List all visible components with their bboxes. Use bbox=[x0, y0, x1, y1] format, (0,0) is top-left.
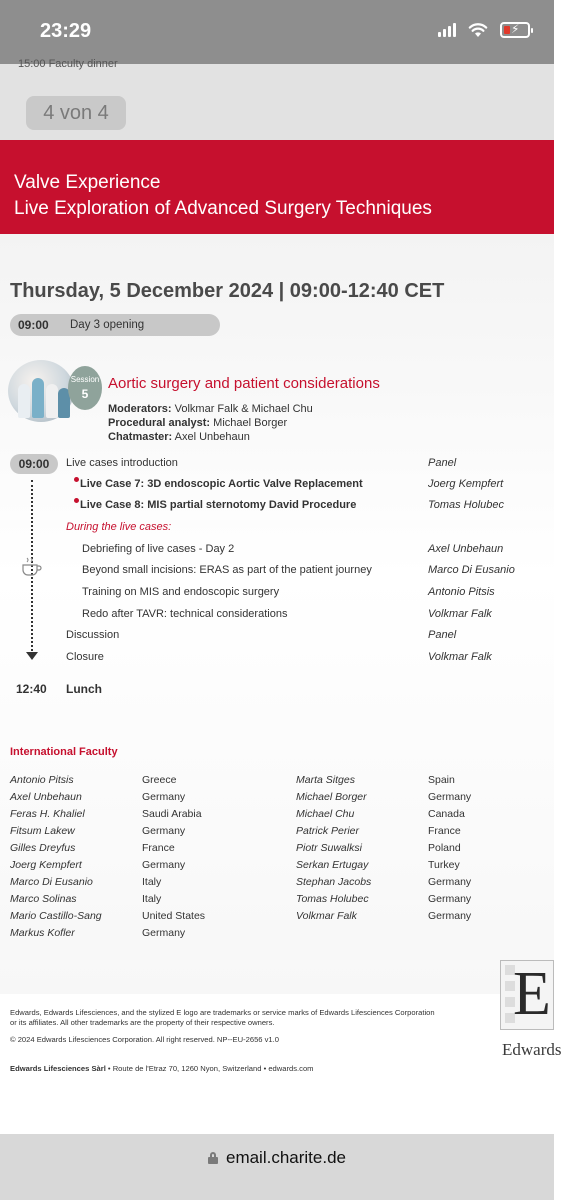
live-case-marker-icon bbox=[74, 498, 79, 503]
trademark-line-1: Edwards, Edwards Lifesciences, and the stylized E logo are trademarks or service marks of Edwards Lifesciences Corporation bbox=[10, 1008, 435, 1017]
live-case-marker-icon bbox=[74, 477, 79, 482]
logo-wordmark: Edwards bbox=[502, 1040, 561, 1059]
program-start-time: 09:00 bbox=[10, 454, 58, 474]
document-top-area bbox=[0, 58, 554, 140]
status-bar bbox=[0, 0, 554, 64]
session-number: 5 bbox=[81, 387, 89, 401]
logo-letter: E bbox=[513, 960, 551, 1028]
program-item: Beyond small incisions: ERAS as part of the patient journey bbox=[82, 564, 372, 576]
program-item: Debriefing of live cases - Day 2 bbox=[82, 543, 235, 555]
session-title: Aortic surgery and patient considerations bbox=[108, 375, 380, 392]
program-item: Live Case 8: MIS partial sternotomy David Procedure bbox=[80, 499, 357, 511]
faculty-name: Antonio Pitsis bbox=[10, 774, 74, 786]
url-text: email.charite.de bbox=[225, 1148, 346, 1167]
faculty-country: Germany bbox=[428, 910, 472, 922]
program-item: Closure bbox=[66, 651, 104, 663]
lunch-label: Lunch bbox=[66, 682, 102, 696]
faculty-name: Axel Unbehaun bbox=[10, 791, 82, 803]
program-speaker: Panel bbox=[428, 629, 457, 641]
faculty-name: Gilles Dreyfus bbox=[10, 842, 76, 854]
faculty-name: Mario Castillo-Sang bbox=[10, 910, 102, 922]
faculty-name: Michael Borger bbox=[296, 791, 367, 803]
day-opening-bar bbox=[10, 314, 220, 336]
program-speaker: Marco Di Eusanio bbox=[428, 564, 515, 576]
session-badge bbox=[68, 366, 102, 410]
program-speaker: Tomas Holubec bbox=[428, 499, 505, 511]
program-speaker: Panel bbox=[428, 457, 457, 469]
banner-subtitle: Live Exploration of Advanced Surgery Techniques bbox=[14, 198, 432, 219]
faculty-country: Turkey bbox=[428, 859, 460, 871]
faculty-name: Volkmar Falk bbox=[296, 910, 357, 922]
opening-time: 09:00 bbox=[18, 318, 49, 332]
program-speaker: Volkmar Falk bbox=[428, 608, 492, 620]
faculty-name: Joerg Kempfert bbox=[10, 859, 82, 871]
moderators-line: Moderators: Volkmar Falk & Michael Chu bbox=[108, 403, 313, 415]
page-indicator: 4 von 4 bbox=[26, 96, 126, 130]
faculty-country: United States bbox=[142, 910, 206, 922]
faculty-name: Markus Kofler bbox=[10, 927, 75, 939]
program-speaker: Joerg Kempfert bbox=[428, 478, 504, 490]
edwards-logo-icon bbox=[500, 960, 554, 1030]
lunch-time: 12:40 bbox=[16, 682, 47, 696]
analyst-line: Procedural analyst: Michael Borger bbox=[108, 417, 288, 429]
faculty-name: Fitsum Lakew bbox=[10, 825, 75, 837]
program-item: Live cases introduction bbox=[66, 457, 178, 469]
status-time: 23:29 bbox=[40, 20, 92, 42]
coffee-cup-icon bbox=[20, 556, 42, 578]
program-item: Redo after TAVR: technical considerations bbox=[82, 608, 288, 620]
program-speaker: Volkmar Falk bbox=[428, 651, 492, 663]
faculty-name: Marco Solinas bbox=[10, 893, 77, 905]
banner-title: Valve Experience bbox=[14, 172, 161, 193]
faculty-country: Poland bbox=[428, 842, 461, 854]
faculty-country: Germany bbox=[428, 893, 472, 905]
company-address: Edwards Lifesciences Sàrl • Route de l'Etraz 70, 1260 Nyon, Switzerland • edwards.com bbox=[10, 1064, 314, 1073]
session-badge-label: Session bbox=[70, 375, 100, 384]
faculty-country: Germany bbox=[142, 825, 186, 837]
wifi-icon bbox=[468, 22, 488, 38]
faculty-country: Germany bbox=[428, 876, 472, 888]
browser-url-bar[interactable] bbox=[0, 1134, 554, 1200]
faculty-name: Feras H. Khaliel bbox=[10, 808, 85, 820]
lock-icon bbox=[208, 1152, 218, 1164]
faculty-name: Stephan Jacobs bbox=[296, 876, 372, 888]
previous-page-cut-text: 15:00 Faculty dinner bbox=[18, 58, 118, 70]
faculty-name: Marco Di Eusanio bbox=[10, 876, 93, 888]
program-speaker: Antonio Pitsis bbox=[428, 586, 495, 598]
copyright-line: © 2024 Edwards Lifesciences Corporation. All right reserved. NP--EU-2656 v1.0 bbox=[10, 1035, 279, 1044]
opening-label: Day 3 opening bbox=[70, 319, 145, 331]
faculty-name: Marta Sitges bbox=[296, 774, 355, 786]
event-banner bbox=[0, 140, 554, 234]
faculty-name: Serkan Ertugay bbox=[296, 859, 369, 871]
faculty-country: Saudi Arabia bbox=[142, 808, 202, 820]
faculty-country: Canada bbox=[428, 808, 465, 820]
faculty-heading: International Faculty bbox=[10, 746, 118, 758]
faculty-country: Germany bbox=[142, 927, 186, 939]
status-icons bbox=[438, 22, 530, 38]
session-photo bbox=[8, 360, 74, 422]
program-item: Live Case 7: 3D endoscopic Aortic Valve Replacement bbox=[80, 478, 363, 490]
cellular-signal-icon bbox=[438, 23, 456, 37]
faculty-country: Greece bbox=[142, 774, 177, 786]
day-heading: Thursday, 5 December 2024 | 09:00-12:40 CET bbox=[10, 280, 445, 302]
faculty-country: Germany bbox=[428, 791, 472, 803]
program-speaker: Axel Unbehaun bbox=[428, 543, 504, 555]
faculty-country: France bbox=[428, 825, 461, 837]
program-item: Training on MIS and endoscopic surgery bbox=[82, 586, 280, 598]
battery-icon: ⚡ bbox=[500, 22, 530, 38]
faculty-name: Patrick Perier bbox=[296, 825, 360, 837]
faculty-country: Spain bbox=[428, 774, 455, 786]
faculty-name: Piotr Suwalksi bbox=[296, 842, 362, 854]
url-display[interactable] bbox=[0, 1148, 554, 1168]
faculty-country: Germany bbox=[142, 791, 186, 803]
faculty-country: France bbox=[142, 842, 175, 854]
faculty-country: Italy bbox=[142, 893, 162, 905]
program-subheading: During the live cases: bbox=[66, 521, 172, 533]
timeline-arrow-icon bbox=[26, 652, 38, 660]
faculty-name: Tomas Holubec bbox=[296, 893, 369, 905]
chatmaster-line: Chatmaster: Axel Unbehaun bbox=[108, 431, 250, 443]
trademark-line-2: or its affiliates. All other trademarks are the property of their respective owners. bbox=[10, 1018, 275, 1027]
program-item: Discussion bbox=[66, 629, 120, 641]
faculty-country: Germany bbox=[142, 859, 186, 871]
faculty-name: Michael Chu bbox=[296, 808, 355, 820]
faculty-country: Italy bbox=[142, 876, 162, 888]
